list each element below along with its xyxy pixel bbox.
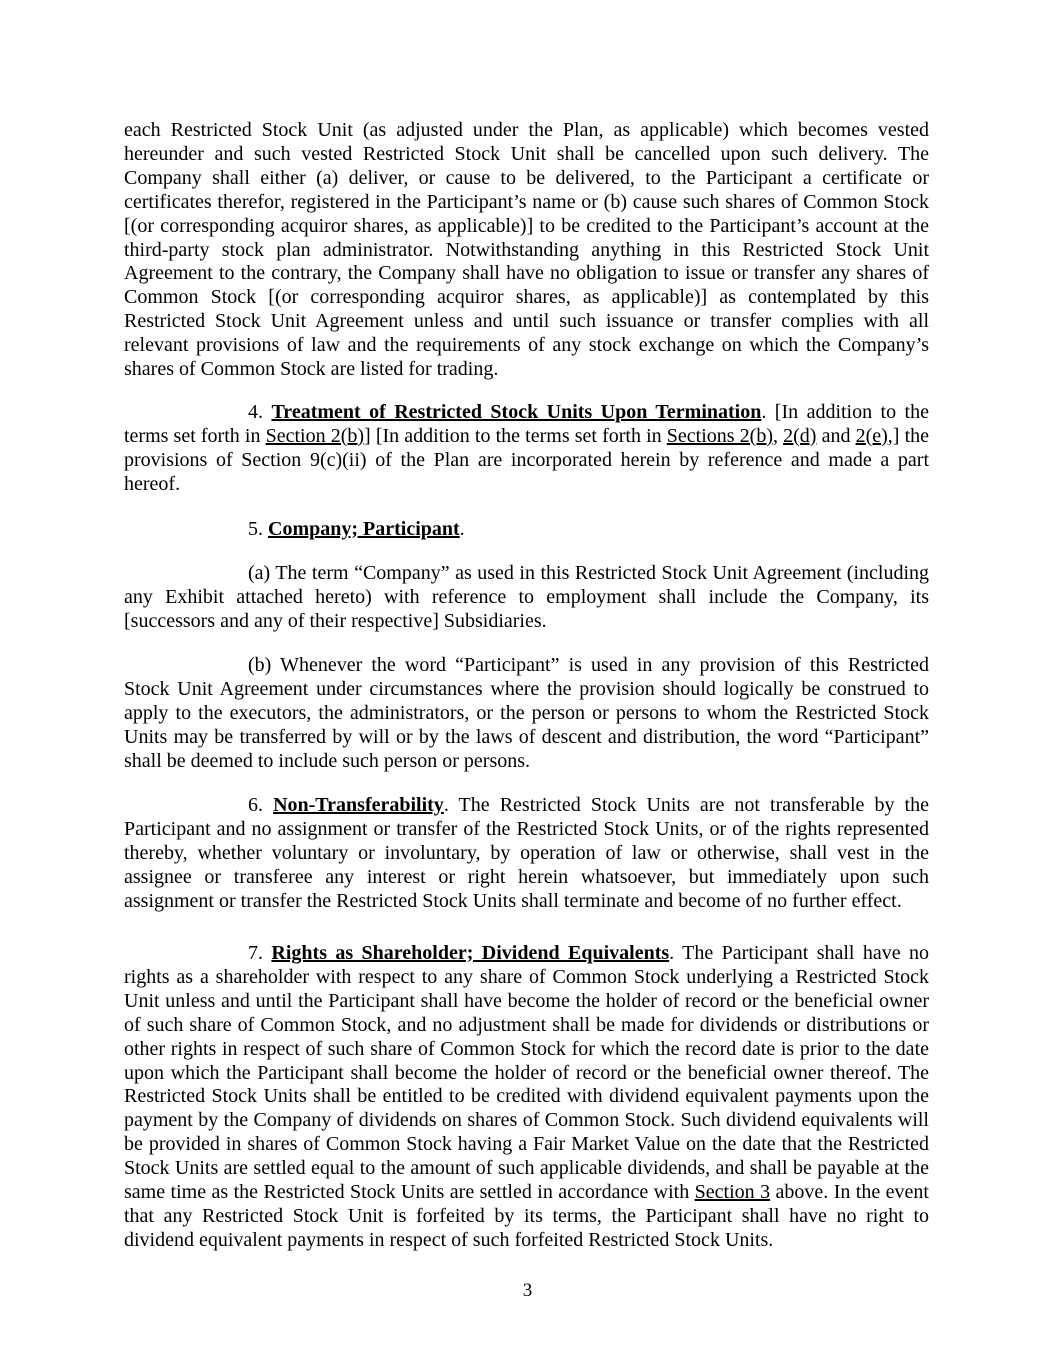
section-heading: Treatment of Restricted Stock Units Upon Termination	[271, 401, 762, 423]
text: and	[816, 424, 856, 447]
section-6	[124, 794, 929, 914]
section-reference: Section 2(b)	[265, 424, 365, 447]
section-7	[124, 942, 929, 1253]
section-reference: 2(e)	[855, 424, 888, 447]
section-reference: Section 3	[694, 1181, 771, 1204]
text: . The Participant shall have no rights as a shareholder with respect to any share of Common Stock underlying a Restricted Stock Unit unless and until the Participant shall have become the holder of record or the beneficial owner of such share of Common Stock, and no adjustment shall be made for dividends or distributions or other rights in respect of such share of Common Stock for which the record date is prior to the date upon which the Participant shall become the holder of record or the beneficial owner thereof. The Restricted Stock Units shall be entitled to be credited with dividend equivalent payments upon the payment by the Company of dividends on shares of Common Stock. Such dividend equivalents will be provided in shares of Common Stock having a Fair Market Value on the date that the Restricted Stock Units are settled equal to the amount of such applicable dividends, and shall be payable at the same time as the Restricted Stock Units are settled in accordance with	[124, 942, 930, 1204]
section-5	[124, 518, 929, 542]
page-number: 3	[522, 1280, 533, 1301]
section-5b: (b) Whenever the word “Participant” is used in any provision of this Restricted Stock Unit Agreement under circumstances where the provision should logically be construed to apply to the executors, the administrators, or the person or persons to whom the Restricted Stock Units may be transferred by will or by the laws of descent and distribution, the word “Participant” shall be deemed to include such person or persons.	[124, 654, 929, 772]
section-heading: Company; Participant	[268, 518, 460, 540]
section-5a: (a) The term “Company” as used in this Restricted Stock Unit Agreement (including any Exhibit attached hereto) with reference to employment shall include the Company, its [successors and any of their respective] Subsidiaries.	[124, 562, 929, 632]
section-reference: 2(d)	[783, 424, 817, 447]
section-heading: Non-Transferability	[273, 794, 444, 816]
text: above. In the event that any Restricted Stock Unit is forfeited by its terms, the Participant shall have no right to dividend equivalent payments in respect of such forfeited Restricted Stock Units.	[124, 1181, 929, 1251]
section-number: 5.	[248, 518, 268, 540]
section-number: 7.	[248, 942, 272, 964]
section-reference: Sections 2(b)	[666, 424, 773, 447]
text: ,] the provisions of Section 9(c)(ii) of the Plan are incorporated herein by reference and made a part hereof.	[124, 424, 929, 495]
text: ,	[772, 424, 784, 447]
text: . The Restricted Stock Units are not transferable by the Participant and no assignment or transfer of the Restricted Stock Units, or of the rights represented thereby, whether voluntary or involuntary, by operation of law or otherwise, shall vest in the assignee or transferee any interest or right herein whatsoever, but immediately upon such assignment or transfer the Restricted Stock Units shall terminate and become of no further effect.	[124, 794, 929, 912]
section-number: 4.	[248, 401, 272, 423]
section-heading: Rights as Shareholder; Dividend Equivalents	[271, 942, 670, 964]
section-4	[124, 401, 929, 497]
text: ] [In addition to the terms set forth in	[364, 424, 667, 447]
text: .	[459, 518, 465, 540]
section-number: 6.	[248, 794, 274, 816]
paragraph-continued: each Restricted Stock Unit (as adjusted under the Plan, as applicable) which becomes vested hereunder and such vested Restricted Stock Unit shall be cancelled upon such delivery. The Company shall either (a) deliver, or cause to be delivered, to the Participant a certificate or certificates therefor, registered in the Participant’s name or (b) cause such shares of Common Stock [(or corresponding acquiror shares, as applicable)] to be credited to the Participant’s account at the third-party stock plan administrator. Notwithstanding anything in this Restricted Stock Unit Agreement to the contrary, the Company shall have no obligation to issue or transfer any shares of Common Stock [(or corresponding acquiror shares, as applicable)] as contemplated by this Restricted Stock Unit Agreement unless and until such issuance or transfer complies with all relevant provisions of law and the requirements of any stock exchange on which the Company’s shares of Common Stock are listed for trading.	[124, 119, 929, 381]
text: . [In addition to the terms set forth in	[124, 401, 929, 447]
